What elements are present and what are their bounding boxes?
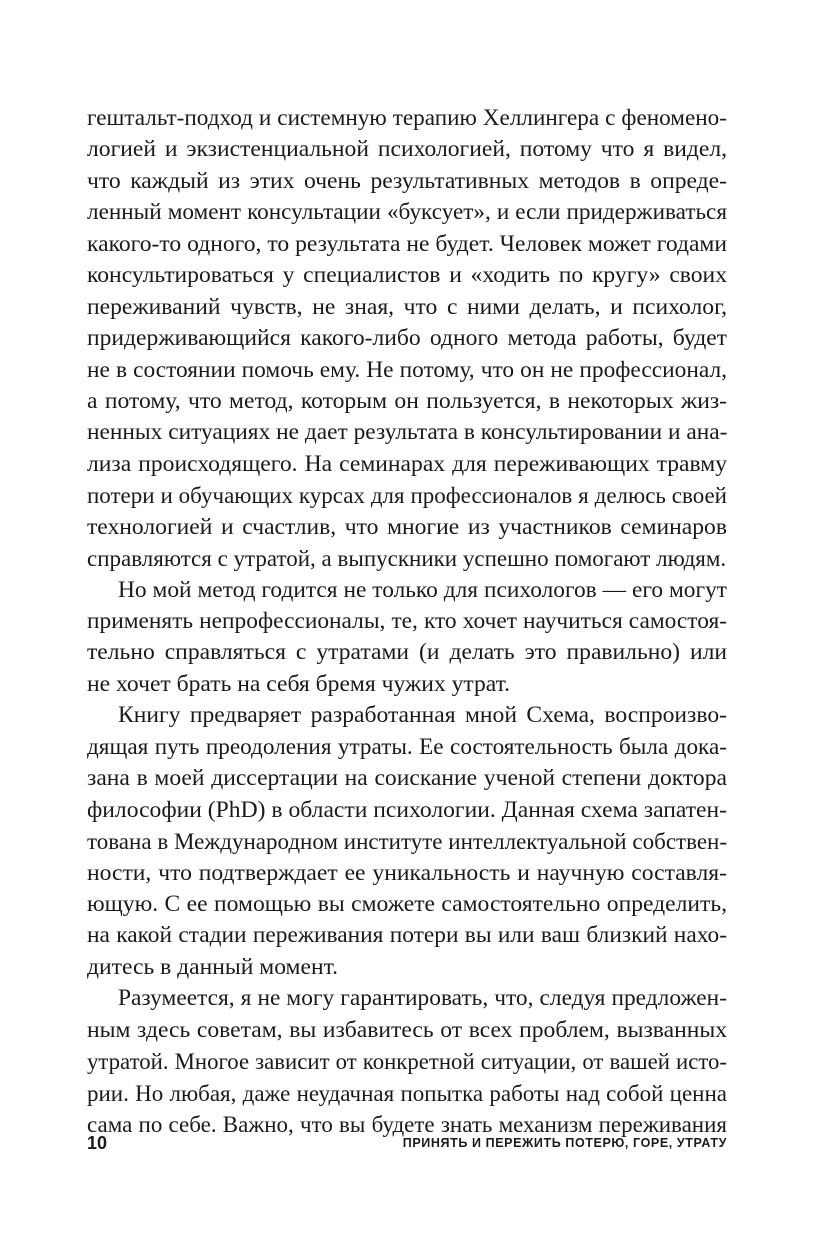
text-line: ющую. С ее помощью вы сможете самостоятельно определить, (87, 890, 727, 917)
text-line: какого-то одного, то результата не будет. Человек может годами (87, 230, 727, 257)
text-line: Но мой метод годится не только для психологов — его могут (118, 576, 727, 603)
text-line: ным здесь советам, вы избавитесь от всех проблем, вызванных (87, 1016, 727, 1043)
text-line: применять непрофессионалы, те, кто хочет научиться самостоя- (87, 608, 727, 634)
text-line: справляются с утратой, а выпускники успешно помогают людям. (87, 546, 727, 572)
body-text (87, 103, 727, 1140)
text-line: рии. Но любая, даже неудачная попытка работы над собой ценна (87, 1080, 727, 1106)
text-line: ленный момент консультации «буксует», и если придерживаться (87, 199, 727, 226)
page-footer (87, 1133, 727, 1153)
text-line: Книгу предваряет разработанная мной Схема, воспроизво- (118, 702, 727, 729)
text-line: Разумеется, я не могу гарантировать, что, следуя предложен- (118, 985, 727, 1012)
text-line: зана в моей диссертации на соискание ученой степени доктора (87, 765, 727, 792)
page-number: 10 (87, 1133, 108, 1153)
text-line: потери и обучающих курсах для профессионалов я делюсь своей (87, 483, 727, 509)
text-line: дящая путь преодоления утраты. Ее состоятельность была дока- (87, 733, 727, 760)
text-line: консультироваться у специалистов и «ходить по кругу» своих (87, 262, 727, 289)
text-line: тована в Международном институте интеллектуальной собствен- (87, 829, 727, 855)
text-line: что каждый из этих очень результативных методов в опреде- (87, 167, 727, 194)
running-title: ПРИНЯТЬ И ПЕРЕЖИТЬ ПОТЕРЮ, ГОРЕ, УТРАТУ (402, 1136, 727, 1150)
text-line: не хочет брать на себя бремя чужих утрат. (87, 670, 511, 697)
text-line: а потому, что метод, которым он пользуется, в некоторых жиз- (87, 387, 727, 414)
text-line: ненных ситуациях не дает результата в консультировании и ана- (87, 419, 728, 446)
text-line: утратой. Многое зависит от конкретной ситуации, от вашей исто- (87, 1049, 727, 1075)
text-line: переживаний чувств, не зная, что с ними делать, и психолог, (87, 293, 727, 320)
text-line: тельно справляться с утратами (и делать это правильно) или (87, 639, 727, 666)
text-line: не в состоянии помочь ему. Не потому, что он не профессионал, (87, 356, 727, 383)
text-line: философии (PhD) в области психологии. Данная схема запатен- (87, 796, 727, 823)
text-line: придерживающийся какого-либо одного метода работы, будет (87, 325, 727, 352)
text-line: на какой стадии переживания потери вы или ваш близкий нахо- (87, 922, 727, 949)
text-line: сама по себе. Важно, что вы будете знать механизм переживания (87, 1112, 727, 1137)
text-line: дитесь в данный момент. (87, 953, 339, 980)
text-line: логией и экзистенциальной психологией, потому что я видел, (87, 136, 727, 163)
text-line: ности, что подтверждает ее уникальность и научную составля- (87, 859, 727, 886)
text-line: лиза происходящего. На семинарах для переживающих травму (87, 450, 727, 477)
text-line: технологией и счастлив, что многие из участников семинаров (87, 513, 727, 540)
text-line: гештальт-подход и системную терапию Хеллингера с феномено- (87, 105, 727, 131)
